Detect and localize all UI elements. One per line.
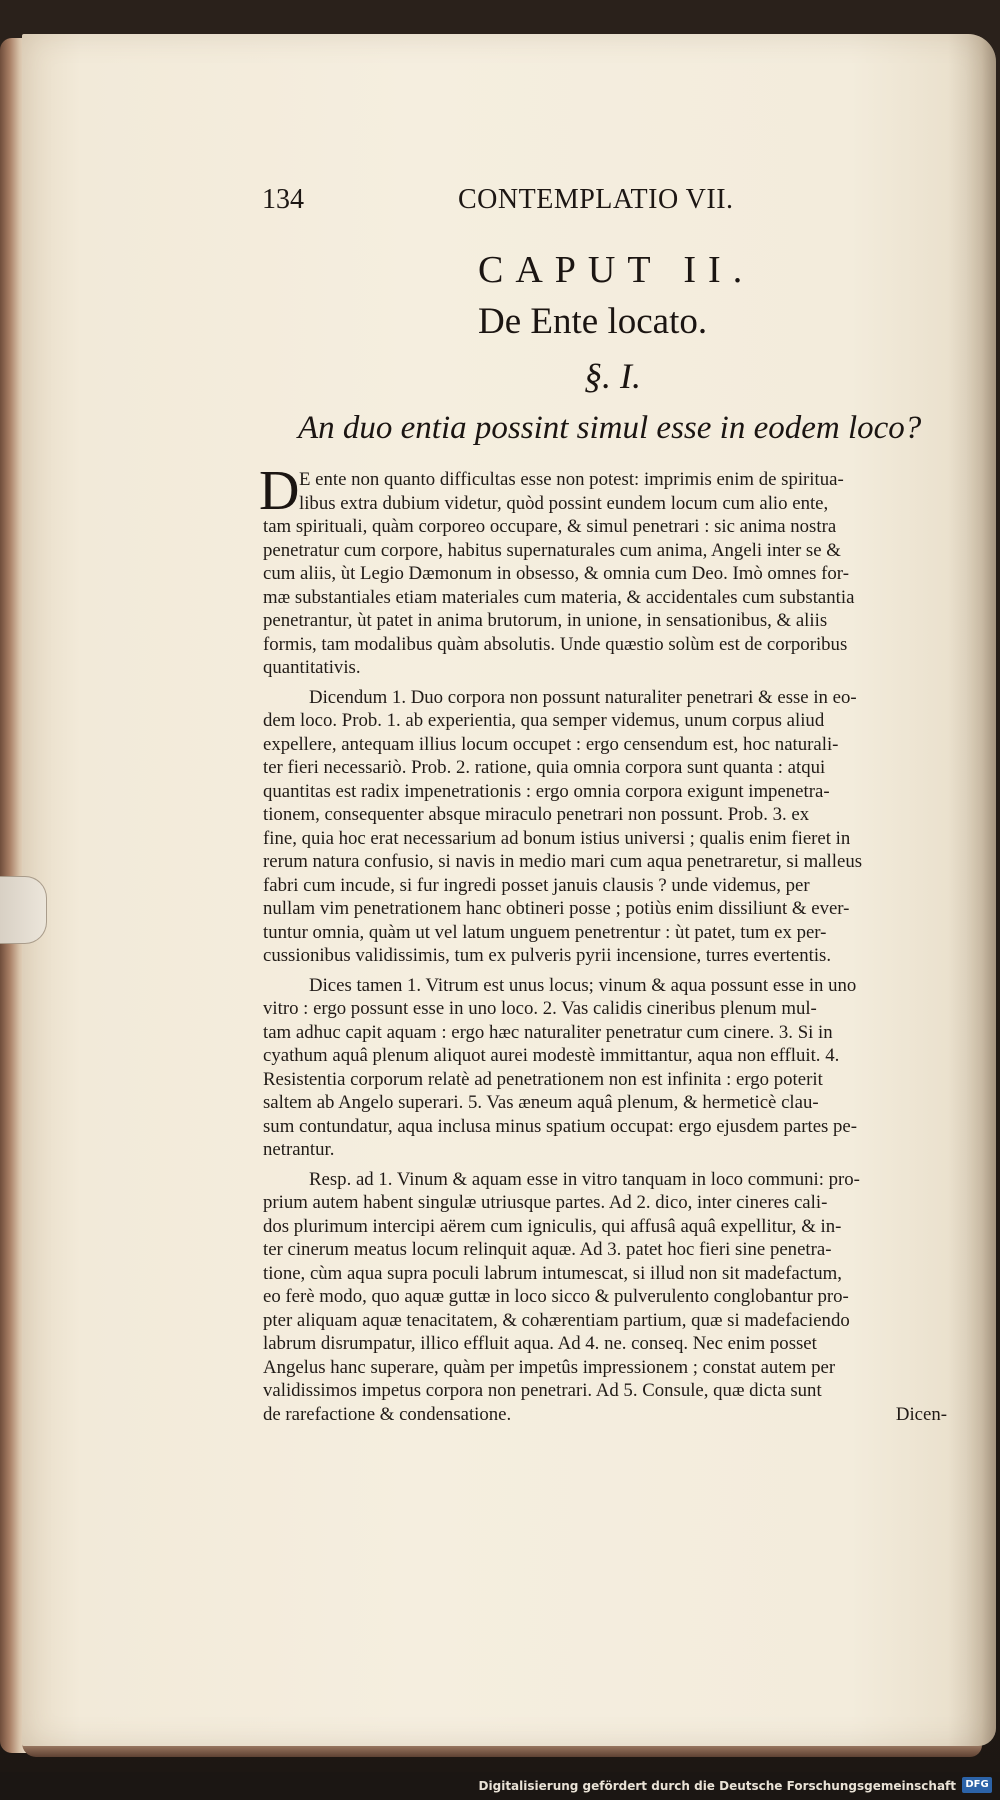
text-line: nullam vim penetrationem hanc obtineri posse ; potiùs enim dissiliunt & ever- [263, 898, 850, 919]
text-line: penetrantur, ùt patet in anima brutorum, in unione, in sensationibus, & aliis [263, 610, 828, 631]
text-line: ter fieri necessariò. Prob. 2. ratione, quia omnia corpora sunt quanta : atqui [263, 757, 826, 778]
page-number: 134 [262, 184, 304, 215]
text-line: expellere, antequam illius locum occupet : ergo censendum est, hoc naturali- [263, 733, 839, 755]
text-line: vitro : ergo possunt esse in uno loco. 2. Vas calidis cineribus plenum mul- [263, 998, 817, 1019]
text-line: tione, cùm aqua supra poculi labrum intumescat, si illud non sit madefactum, [263, 1262, 842, 1284]
text-line: Angelus hanc superare, quàm per impetûs impressionem ; constat autem per [263, 1356, 836, 1378]
text-line: cyathum aquâ plenum aliquot aurei modestè immittantur, aqua non effluit. 4. [263, 1045, 840, 1066]
text-line: fabri cum incude, si fur ingredi posset januis clausis ? unde videmus, per [263, 874, 810, 896]
text-line: de rarefactione & condensatione. [263, 1403, 512, 1425]
text-line: quantitas est radix impenetrationis : ergo omnia corpora exigunt impenetra- [263, 780, 830, 802]
page-curl-shadow [948, 34, 996, 1746]
text-line: dos plurimum intercipi aërem cum igniculis, qui affusâ aquâ expellitur, & in- [263, 1215, 842, 1237]
text-line: labrum disrumpatur, illico effluit aqua. Ad 4. ne. conseq. Nec enim posset [263, 1333, 817, 1354]
text-line: Resistentia corporum relatè ad penetrationem non est infinita : ergo poterit [263, 1068, 823, 1090]
catchword: Dicen- [895, 1403, 947, 1425]
text-line: Dicendum 1. Duo corpora non possunt naturaliter penetrari & esse in eo- [309, 686, 857, 708]
section-question: An duo entia possint simul esse in eodem loco? [298, 410, 922, 446]
text-line: prium autem habent singulæ utriusque partes. Ad 2. dico, inter cineres cali- [263, 1192, 828, 1213]
text-line: E ente non quanto difficultas esse non potest: imprimis enim de spiritua- [299, 469, 844, 490]
section-mark: §. I. [584, 356, 641, 396]
body-text [259, 460, 947, 1426]
text-line: pter aliquam aquæ tenacitatem, & cohærentiam partium, quæ si madefaciendo [263, 1309, 850, 1331]
text-line: dem loco. Prob. 1. ab experientia, qua semper videmus, unum corpus aliud [263, 710, 825, 731]
chapter-caput: CAPUT II. [478, 249, 755, 291]
text-line: tuntur omnia, quàm ut vel latum unguem penetrentur : ùt patet, tum ex per- [263, 921, 827, 943]
text-line: libus extra dubium videtur, quòd possint eundem locum cum alio ente, [299, 492, 829, 514]
text-line: eo ferè modo, quo aquæ guttæ in loco sicco & pulverulento conglobantur pro- [263, 1286, 849, 1307]
chapter-title: De Ente locato. [478, 301, 708, 342]
digitization-credit: Digitalisierung gefördert durch die Deutsche Forschungsgemeinschaft [478, 1779, 956, 1793]
text-line: Resp. ad 1. Vinum & aquam esse in vitro tanquam in loco communi: pro- [309, 1168, 860, 1190]
text-line: cum aliis, ùt Legio Dæmonum in obsesso, & omnia cum Deo. Imò omnes for- [263, 563, 849, 584]
running-head: CONTEMPLATIO VII. [458, 184, 734, 215]
dfg-logo: DFG [962, 1777, 992, 1793]
text-line: fine, quia hoc erat necessarium ad bonum istius universi ; qualis enim fieret in [263, 827, 851, 849]
text-line: Dices tamen 1. Vitrum est unus locus; vinum & aqua possunt esse in uno [309, 974, 857, 996]
text-line: penetratur cum corpore, habitus supernaturales cum anima, Angeli inter se & [263, 539, 841, 561]
text-line: rerum natura confusio, si navis in medio mari cum aqua penetraretur, si malleus [263, 851, 863, 872]
drop-capital: D [259, 460, 300, 522]
text-line: validissimos impetus corpora non penetrari. Ad 5. Consule, quæ dicta sunt [263, 1380, 822, 1401]
text-line: tam spirituali, quàm corporeo occupare, & simul penetrari : sic anima nostra [263, 516, 837, 537]
text-line: quantitativis. [263, 657, 361, 678]
text-line: netrantur. [263, 1139, 335, 1160]
bookmark-tab [0, 876, 47, 944]
text-line: saltem ab Angelo superari. 5. Vas æneum aquâ plenum, & hermeticè clau- [263, 1092, 819, 1113]
text-line: formis, tam modalibus quàm absolutis. Unde quæstio solùm est de corporibus [263, 633, 848, 655]
text-line: ter cinerum meatus locum relinquit aquæ. Ad 3. patet hoc fieri sine penetra- [263, 1239, 832, 1260]
paragraph-4 [263, 1168, 947, 1427]
text-line: tionem, consequenter absque miraculo penetrari non possunt. Prob. 3. ex [263, 804, 810, 825]
paragraph-3 [263, 974, 947, 1162]
text-line: mæ substantiales etiam materiales cum materia, & accidentales cum substantia [263, 586, 855, 608]
text-line: tam adhuc capit aquam : ergo hæc naturaliter penetratur cum cinere. 3. Si in [263, 1021, 833, 1043]
text-line: cussionibus validissimis, tum ex pulveris pyrii incensione, turres evertentis. [263, 945, 832, 966]
text-line: sum contundatur, aqua inclusa minus spatium occupat: ergo ejusdem partes pe- [263, 1115, 858, 1137]
paragraph-2 [263, 686, 947, 968]
page-header [262, 184, 752, 224]
paragraph-1 [259, 460, 947, 680]
